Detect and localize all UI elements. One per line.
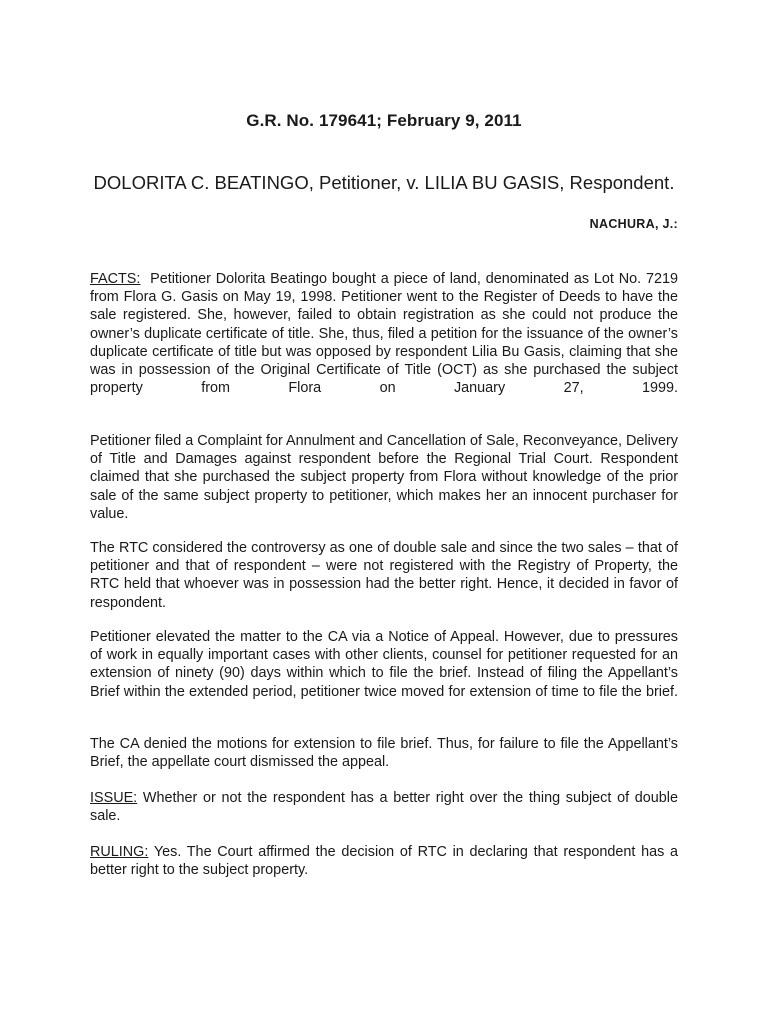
ruling-paragraph xyxy=(90,843,678,879)
facts-paragraph-3-text: The RTC considered the controversy as one of double sale and since the two sales – that of petitioner and that of respondent – were not registered with the Registry of Property, the RTC held that whoever was in possession had the better right. Hence, it decided in favor of respondent. xyxy=(90,540,678,611)
case-number-heading: G.R. No. 179641; February 9, 2011 xyxy=(246,111,522,130)
ponente-label: NACHURA, J.: xyxy=(589,217,678,231)
facts-paragraph-1 xyxy=(90,270,678,397)
ruling-text: Yes. The Court affirmed the decision of RTC in declaring that respondent has a better right to the subject property. xyxy=(90,844,678,879)
facts-paragraph-4-text: Petitioner elevated the matter to the CA via a Notice of Appeal. However, due to pressures of work in equally important cases with other clients, counsel for petitioner requested for an extension of ninety (90) days within which to file the brief. Instead of filing the Appellant’s Brief within the extended period, petitioner twice moved for extension of time to file the brief. xyxy=(90,629,678,700)
facts-paragraph-3 xyxy=(90,539,678,612)
facts-paragraph-2 xyxy=(90,432,678,523)
case-parties-title: DOLORITA C. BEATINGO, Petitioner, v. LILIA BU GASIS, Respondent. xyxy=(93,172,675,193)
facts-paragraph-5 xyxy=(90,735,678,771)
facts-paragraph-1-text: Petitioner Dolorita Beatingo bought a piece of land, denominated as Lot No. 7219 from Flora G. Gasis on May 19, 1998. Petitioner went to the Register of Deeds to have the sale registered. She, however, failed to obtain registration as she could not produce the owner’s duplicate certificate of title. She, thus, filed a petition for the issuance of the owner’s duplicate certificate of title but was opposed by respondent Lilia Bu Gasis, claiming that she was in possession of the Original Certificate of Title (OCT) as she purchased the subject property from Flora on January 27, 1999. xyxy=(90,271,678,397)
issue-label: ISSUE: xyxy=(90,790,138,806)
facts-label: FACTS: xyxy=(90,271,141,287)
ruling-label: RULING: xyxy=(90,844,149,860)
issue-text: Whether or not the respondent has a better right over the thing subject of double sale. xyxy=(90,790,678,825)
issue-paragraph xyxy=(90,789,678,825)
facts-paragraph-5-text: The CA denied the motions for extension to file brief. Thus, for failure to file the Appellant’s Brief, the appellate court dismissed the appeal. xyxy=(90,736,678,771)
facts-paragraph-4 xyxy=(90,628,678,701)
facts-paragraph-2-text: Petitioner filed a Complaint for Annulment and Cancellation of Sale, Reconveyance, Delivery of Title and Damages against respondent before the Regional Trial Court. Respondent claimed that she purchased the subject property from Flora without knowledge of the prior sale of the same subject property to petitioner, which makes her an innocent purchaser for value. xyxy=(90,433,678,522)
